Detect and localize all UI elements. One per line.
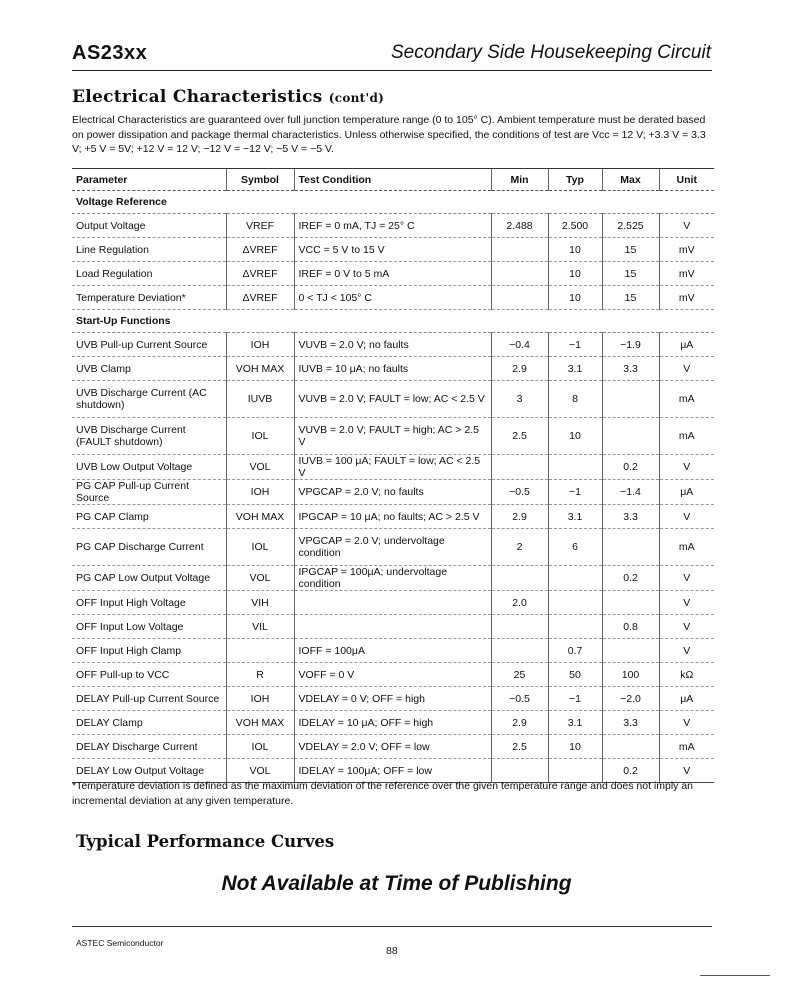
cell-test-condition: VUVB = 2.0 V; FAULT = low; AC < 2.5 V <box>294 381 491 418</box>
table-row <box>72 357 714 381</box>
column-header: Max <box>602 169 659 191</box>
cell-parameter: DELAY Pull-up Current Source <box>72 687 226 711</box>
cell-max: −1.4 <box>602 480 659 505</box>
electrical-characteristics-table <box>72 168 714 783</box>
cell-max: 2.525 <box>602 214 659 238</box>
table-header-row <box>72 169 714 191</box>
cell-test-condition: IPGCAP = 100μA; undervoltage condition <box>294 566 491 591</box>
cell-max: 0.2 <box>602 759 659 783</box>
table-row <box>72 566 714 591</box>
column-header: Symbol <box>226 169 294 191</box>
cell-typ <box>548 591 602 615</box>
cell-test-condition: IPGCAP = 10 μA; no faults; AC > 2.5 V <box>294 505 491 529</box>
cell-max <box>602 639 659 663</box>
cell-max: 3.3 <box>602 357 659 381</box>
cell-test-condition: VDELAY = 2.0 V; OFF = low <box>294 735 491 759</box>
cell-parameter: PG CAP Discharge Current <box>72 529 226 566</box>
cell-parameter: OFF Pull-up to VCC <box>72 663 226 687</box>
cell-parameter: DELAY Clamp <box>72 711 226 735</box>
cell-max <box>602 529 659 566</box>
cell-typ: 50 <box>548 663 602 687</box>
cell-unit: mA <box>659 418 714 455</box>
cell-max <box>602 735 659 759</box>
cell-symbol: IOL <box>226 735 294 759</box>
cell-max: 100 <box>602 663 659 687</box>
table-body <box>72 191 714 783</box>
cell-test-condition: IDELAY = 10 μA; OFF = high <box>294 711 491 735</box>
cell-typ: 3.1 <box>548 711 602 735</box>
cell-parameter: UVB Pull-up Current Source <box>72 333 226 357</box>
cell-symbol: IOL <box>226 529 294 566</box>
cell-min <box>491 238 548 262</box>
cell-min <box>491 286 548 310</box>
cell-typ: 10 <box>548 286 602 310</box>
cell-min <box>491 262 548 286</box>
cell-test-condition <box>294 615 491 639</box>
cell-parameter: Line Regulation <box>72 238 226 262</box>
cell-unit: V <box>659 711 714 735</box>
cell-min <box>491 455 548 480</box>
cell-parameter: PG CAP Pull-up Current Source <box>72 480 226 505</box>
cell-unit: V <box>659 759 714 783</box>
cell-unit: μA <box>659 333 714 357</box>
cell-min: 3 <box>491 381 548 418</box>
cell-symbol: VOL <box>226 759 294 783</box>
cell-typ: 3.1 <box>548 505 602 529</box>
cell-test-condition: VCC = 5 V to 15 V <box>294 238 491 262</box>
column-header: Min <box>491 169 548 191</box>
cell-symbol: VIH <box>226 591 294 615</box>
cell-test-condition: VPGCAP = 2.0 V; undervoltage condition <box>294 529 491 566</box>
table-row <box>72 615 714 639</box>
cell-unit: V <box>659 214 714 238</box>
cell-min: −0.5 <box>491 480 548 505</box>
cell-typ: 2.500 <box>548 214 602 238</box>
not-available-notice: Not Available at Time of Publishing <box>221 872 572 895</box>
table-row <box>72 418 714 455</box>
cell-min <box>491 615 548 639</box>
section-title <box>72 87 384 107</box>
cell-unit: mA <box>659 735 714 759</box>
cell-typ: −1 <box>548 687 602 711</box>
cell-min: 2.0 <box>491 591 548 615</box>
cell-parameter: PG CAP Low Output Voltage <box>72 566 226 591</box>
table-row <box>72 455 714 480</box>
cell-test-condition: IREF = 0 mA, TJ = 25° C <box>294 214 491 238</box>
cell-typ: 3.1 <box>548 357 602 381</box>
cell-min: 2.5 <box>491 735 548 759</box>
cell-parameter: OFF Input Low Voltage <box>72 615 226 639</box>
cell-typ: 10 <box>548 735 602 759</box>
header-rule <box>72 70 712 71</box>
cell-parameter: UVB Clamp <box>72 357 226 381</box>
table-row <box>72 381 714 418</box>
section-heading: Start-Up Functions <box>72 310 714 333</box>
cell-min: 2.9 <box>491 505 548 529</box>
cell-unit: mA <box>659 529 714 566</box>
cell-typ: 6 <box>548 529 602 566</box>
column-header: Parameter <box>72 169 226 191</box>
table-row <box>72 663 714 687</box>
table-section-row <box>72 310 714 333</box>
cell-test-condition: VUVB = 2.0 V; FAULT = high; AC > 2.5 V <box>294 418 491 455</box>
cell-min <box>491 639 548 663</box>
cell-min: 25 <box>491 663 548 687</box>
cell-test-condition: VDELAY = 0 V; OFF = high <box>294 687 491 711</box>
cell-unit: V <box>659 455 714 480</box>
cell-max: 3.3 <box>602 505 659 529</box>
cell-max: 0.2 <box>602 455 659 480</box>
cell-test-condition: IREF = 0 V to 5 mA <box>294 262 491 286</box>
cell-parameter: Output Voltage <box>72 214 226 238</box>
cell-typ: −1 <box>548 480 602 505</box>
cell-test-condition: IOFF = 100μA <box>294 639 491 663</box>
footer-corner-rule <box>700 975 770 976</box>
cell-symbol: VOL <box>226 566 294 591</box>
cell-test-condition: 0 < TJ < 105° C <box>294 286 491 310</box>
column-header: Typ <box>548 169 602 191</box>
cell-min: −0.4 <box>491 333 548 357</box>
table-section-row <box>72 191 714 214</box>
document-title: Secondary Side Housekeeping Circuit <box>390 42 711 63</box>
cell-test-condition: VPGCAP = 2.0 V; no faults <box>294 480 491 505</box>
table-row <box>72 639 714 663</box>
cell-symbol: IOH <box>226 480 294 505</box>
cell-symbol: IUVB <box>226 381 294 418</box>
cell-unit: mV <box>659 286 714 310</box>
section-title-text: Electrical Characteristics <box>72 87 323 107</box>
cell-test-condition <box>294 591 491 615</box>
cell-typ <box>548 455 602 480</box>
cell-parameter: OFF Input High Clamp <box>72 639 226 663</box>
table-row <box>72 711 714 735</box>
table-row <box>72 687 714 711</box>
cell-symbol: VOH MAX <box>226 505 294 529</box>
footnote: *Temperature deviation is defined as the maximum deviation of the reference over the given temperature range and does not imply an incremental deviation at any given temperature. <box>72 780 694 807</box>
page-number: 88 <box>386 945 398 957</box>
cell-max: 0.2 <box>602 566 659 591</box>
table-row <box>72 505 714 529</box>
cell-unit: kΩ <box>659 663 714 687</box>
cell-unit: V <box>659 615 714 639</box>
cell-symbol: R <box>226 663 294 687</box>
table-row <box>72 238 714 262</box>
cell-min: 2.9 <box>491 711 548 735</box>
cell-parameter: UVB Discharge Current (FAULT shutdown) <box>72 418 226 455</box>
footer-company: ASTEC Semiconductor <box>76 938 164 948</box>
cell-test-condition: VOFF = 0 V <box>294 663 491 687</box>
cell-unit: V <box>659 505 714 529</box>
cell-parameter: PG CAP Clamp <box>72 505 226 529</box>
cell-unit: μA <box>659 480 714 505</box>
column-header: Test Condition <box>294 169 491 191</box>
table-row <box>72 529 714 566</box>
cell-unit: μA <box>659 687 714 711</box>
cell-min: 2.9 <box>491 357 548 381</box>
column-header: Unit <box>659 169 714 191</box>
cell-symbol: VREF <box>226 214 294 238</box>
cell-max: 15 <box>602 262 659 286</box>
cell-typ: 10 <box>548 262 602 286</box>
cell-max <box>602 418 659 455</box>
cell-symbol: VIL <box>226 615 294 639</box>
cell-symbol: IOH <box>226 333 294 357</box>
section-heading: Voltage Reference <box>72 191 714 214</box>
cell-unit: V <box>659 591 714 615</box>
table-row <box>72 735 714 759</box>
cell-parameter: DELAY Low Output Voltage <box>72 759 226 783</box>
cell-max <box>602 381 659 418</box>
cell-symbol: ΔVREF <box>226 238 294 262</box>
cell-max: −1.9 <box>602 333 659 357</box>
cell-typ <box>548 566 602 591</box>
cell-typ: 8 <box>548 381 602 418</box>
cell-max: 3.3 <box>602 711 659 735</box>
cell-parameter: Load Regulation <box>72 262 226 286</box>
cell-symbol: VOH MAX <box>226 357 294 381</box>
table-row <box>72 262 714 286</box>
cell-symbol: ΔVREF <box>226 286 294 310</box>
cell-parameter: UVB Low Output Voltage <box>72 455 226 480</box>
cell-max: −2.0 <box>602 687 659 711</box>
cell-min: 2.5 <box>491 418 548 455</box>
table-row <box>72 480 714 505</box>
cell-unit: V <box>659 566 714 591</box>
cell-unit: V <box>659 639 714 663</box>
cell-unit: mA <box>659 381 714 418</box>
cell-typ: 0.7 <box>548 639 602 663</box>
table-row <box>72 286 714 310</box>
table-row <box>72 214 714 238</box>
cell-unit: mV <box>659 238 714 262</box>
section-title-suffix: (cont'd) <box>328 91 385 105</box>
cell-parameter: UVB Discharge Current (AC shutdown) <box>72 381 226 418</box>
intro-paragraph: Electrical Characteristics are guaranteed over full junction temperature range (0 to 105° C). Ambient temperature must be derated based on power dissipation and package thermal characteristics. Unless otherwise specified, the conditions of test are Vcc = 12 V; +3.3 V = 3.3 V; +5 V = 5V; +12 V = 12 V; −12 V = −12 V; −5 V = −5 V. <box>72 114 706 155</box>
part-number: AS23xx <box>72 42 148 64</box>
cell-symbol: IOL <box>226 418 294 455</box>
cell-max: 15 <box>602 238 659 262</box>
cell-min: 2 <box>491 529 548 566</box>
cell-parameter: Temperature Deviation* <box>72 286 226 310</box>
cell-test-condition: IUVB = 10 μA; no faults <box>294 357 491 381</box>
cell-symbol: VOL <box>226 455 294 480</box>
cell-unit: mV <box>659 262 714 286</box>
cell-symbol <box>226 639 294 663</box>
cell-test-condition: IUVB = 100 μA; FAULT = low; AC < 2.5 V <box>294 455 491 480</box>
cell-min: 2.488 <box>491 214 548 238</box>
cell-test-condition: VUVB = 2.0 V; no faults <box>294 333 491 357</box>
cell-parameter: OFF Input High Voltage <box>72 591 226 615</box>
curves-title: Typical Performance Curves <box>76 832 335 851</box>
cell-min <box>491 566 548 591</box>
cell-typ <box>548 615 602 639</box>
cell-parameter: DELAY Discharge Current <box>72 735 226 759</box>
cell-unit: V <box>659 357 714 381</box>
cell-symbol: IOH <box>226 687 294 711</box>
cell-symbol: VOH MAX <box>226 711 294 735</box>
cell-symbol: ΔVREF <box>226 262 294 286</box>
cell-typ: 10 <box>548 238 602 262</box>
cell-max: 15 <box>602 286 659 310</box>
footer-rule <box>72 926 712 927</box>
cell-min: −0.5 <box>491 687 548 711</box>
table-row <box>72 591 714 615</box>
cell-typ: −1 <box>548 333 602 357</box>
cell-max: 0.8 <box>602 615 659 639</box>
cell-test-condition: IDELAY = 100μA; OFF = low <box>294 759 491 783</box>
cell-max <box>602 591 659 615</box>
table-row <box>72 333 714 357</box>
cell-typ: 10 <box>548 418 602 455</box>
